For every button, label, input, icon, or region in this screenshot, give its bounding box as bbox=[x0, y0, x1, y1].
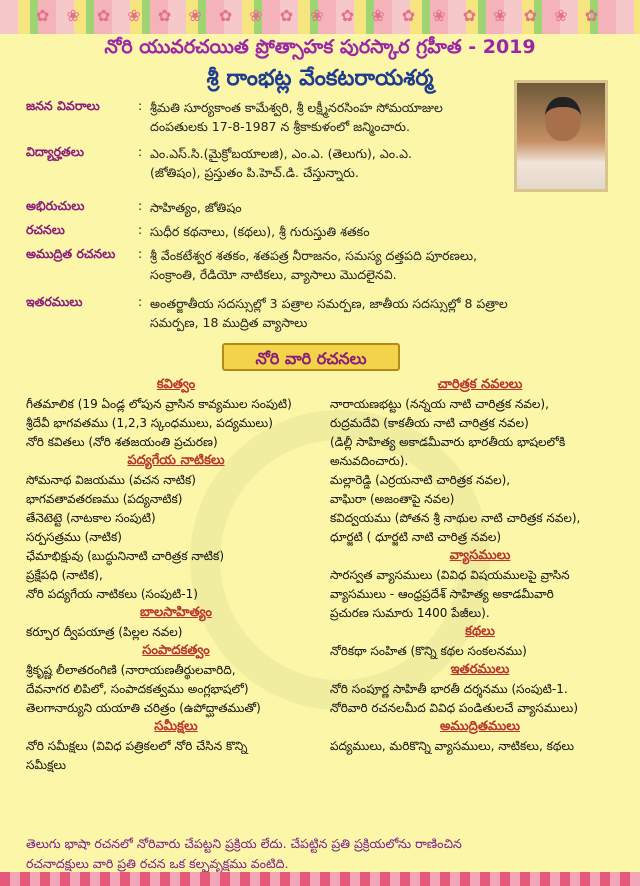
bio-value: శ్రీమతి సూర్యకాంత కామేశ్వరి, శ్రీ లక్ష్మీనరసింహ సోమయాజుల bbox=[150, 100, 443, 115]
work-item: సమీక్షలు bbox=[26, 758, 67, 772]
work-item: సారస్వత వ్యాసములు (వివిధ విషయములపై వ్రాసిన bbox=[330, 568, 570, 582]
work-item: భాగవతావతరణము (పద్యనాటిక) bbox=[26, 492, 183, 506]
bio-value: సాహిత్యం, జోతిషం bbox=[150, 200, 242, 215]
category-heading: వ్యాసములు bbox=[449, 548, 511, 563]
work-item: తేనెటెట్టె (నాటకాల సంపుటి) bbox=[26, 511, 156, 525]
work-item: పద్యములు, మరికొన్ని వ్యాసములు, నాటికలు, కథలు bbox=[330, 739, 574, 753]
work-item: వాఘిరా (అజంతాపై నవల) bbox=[330, 492, 455, 506]
work-item: నోరికథా సంహిత (కొన్ని కథల సంకలనము) bbox=[330, 644, 527, 658]
work-item: సోమనాథ విజయము (వచన నాటిక) bbox=[26, 473, 196, 487]
bio-value: సంక్రాంతి, రేడియో నాటికలు, వ్యాసాలు మొదలైనవి. bbox=[150, 267, 397, 282]
bio-value: దంపతులకు 17-8-1987 న శ్రీకాకుళంలో జన్మించారు. bbox=[150, 119, 410, 134]
works-left-column bbox=[26, 376, 326, 775]
work-item: (డిల్లీ సాహిత్య అకాడమీవారు భారతీయ భాషలలోకి bbox=[330, 435, 566, 449]
work-item: నోరి కవితలు (నోరి శతజయంతి ప్రచురణ) bbox=[26, 435, 218, 449]
awardee-photo bbox=[514, 80, 608, 192]
bio-value: సుధీర కథనాలు, (కథలు), శ్రీ గురుస్తుతి శతకం bbox=[150, 224, 370, 239]
work-item: మల్లారెడ్డి (ఎర్రయనాటి చారిత్రక నవల), bbox=[330, 473, 511, 487]
awardee-name: శ్రీ రాంభట్ల వేంకటరాయశర్మ bbox=[206, 66, 434, 91]
award-page: ✿ ❀ ✿ ❀ ✿ ❀ ✿ ❀ ✿ ❀ ✿ ❀ ✿ ❀ ✿ ❀ ✿ ❀ ✿ నోరి యువరచయిత ప్రోత్సాహక పురస్కార గ్రహీత - 2019 శ్రీ రాంభట్ల వేంకటరాయశర్మ జనన వివరాలు : శ్రీమతి సూర్యకాంత కామేశ్వరి, శ్రీ లక్ష్మీనరసింహ సోమయాజుల దంపతులకు 17-8-1987 న శ్రీకాకుళంలో జన్మించారు. విద్యార్హతలు : ఎం.ఎస్.సి.(మైక్రోబయాలజి), ఎం.ఎ. (తెలుగు), ఎం.ఎ. (జోతిషం), ప్రస్తుతం పి.హెచ్.డి. చేస్తున్నారు. అభిరుచులు : సాహిత్యం, జోతిషం రచనలు : సుధీర కథనాలు, (కథలు), శ్రీ గురుస్తుతి శతకం అముద్రిత రచనలు : శ్రీ వేంకటేశ్వర శతకం, శతపత్ర నీరాజనం, సమస్య దత్తపది పూరణలు, సంక్రాంతి, రేడియో నాటికలు, వ్యాసాలు మొదలైనవి. ఇతరములు : అంతర్జాతీయ సదస్సుల్లో 3 పత్రాల సమర్పణ, జాతీయ సదస్సుల్లో 8 పత్రాల సమర్పణ, 18 ముద్రిత వ్యాసాలు నోరి వారి రచనలు కవిత్వం గీతమాలిక (19 ఏండ్ల లోపున వ్రాసిన కావ్యముల సంపుటి) శ్రీదేవీ భాగవతము (1,2,3 స్కంధములు, పద్యములు) నోరి కవితలు (నోరి శతజయంతి ప్రచురణ) పద్యగేయ నాటికలు సోమనాథ విజయము (వచన నాటిక) భాగవతావతరణము (పద్యనాటిక) తేనెటెట్టె (నాటకాల సంపుటి) సర్పసత్రము (నాటిక) ఛేమాభిక్షువు (బుద్ధునినాటి చారిత్రక నాటిక) ప్రక్షేపధి (నాటిక), నోరి పద్యగేయ నాటికలు (సంపుటి-1) బాలసాహిత్యం కర్పూర ద్వీపయాత్ర (పిల్లల నవల) సంపాదకత్వం శ్రీకృష్ణ లీలాతరంగిణి (నారాయణతీర్థులవారిది, దేవనాగర లిపిలో, సంపాదకత్వము అంగ్లభాషలో) తెలగానార్యుని యయాతి చరిత్రం (ఉపోద్ఘాతముతో) సమీక్షలు నోరి సమీక్షలు (వివిధ పత్రికలలో నోరి చేసిన కొన్ని సమీక్షలు చారిత్రక నవలలు నారాయణభట్టు (నన్నయ నాటి చారిత్రక నవల), రుద్రమదేవి (కాకతీయ నాటి చారిత్రక నవల) (డిల్లీ సాహిత్య అకాడమీవారు భారతీయ భాషలలోకి అనువదించారు). మల్లారెడ్డి (ఎర్రయనాటి చారిత్రక నవల), వాఘిరా (అజంతాపై నవల) కవిద్వయము (పోతన శ్రీ నాథుల నాటి చారిత్రక నవల), ధూర్జటి ( ధూర్జటి నాటి చారిత్ర నవల) వ్యాసములు సారస్వత వ్యాసములు (వివిధ విషయములపై వ్రాసిన వ్యాసములు - ఆంధ్రప్రదేశ్ సాహిత్య అకాడమీవారి ప్రచురణ సుమారు 1400 పేజీలు). కథలు నోరికథా సంహిత (కొన్ని కథల సంకలనము) ఇతరములు నోరి సంపూర్ణ సాహితీ భారతీ దర్శనము (సంపుటి-1. నోరివారి రచనలమీద వివిధ పండితులచే వ్యాసములు) అముద్రితములు పద్యములు, మరికొన్ని వ్యాసములు, నాటికలు, కథలు తెలుగు భాషా రచనలో నోరివారు చేపట్టని ప్రక్రియ లేదు. చేపట్టిన ప్రతి ప్రక్రియలోను రాణించిన రచనాదక్షులు వారి ప్రతి రచన ఒక కల్పవృక్షము వంటిది. bbox=[0, 0, 640, 886]
category-heading: సంపాదకత్వం bbox=[142, 643, 210, 658]
bio-label: అభిరుచులు bbox=[26, 198, 85, 213]
bio-label: ఇతరములు bbox=[26, 294, 83, 309]
work-item: రుద్రమదేవి (కాకతీయ నాటి చారిత్రక నవల) bbox=[330, 416, 529, 430]
person-icon bbox=[545, 97, 581, 141]
work-item: నోరివారి రచనలమీద వివిధ పండితులచే వ్యాసములు) bbox=[330, 701, 579, 715]
category-heading: సమీక్షలు bbox=[154, 719, 198, 734]
work-item: కర్పూర ద్వీపయాత్ర (పిల్లల నవల) bbox=[26, 625, 183, 639]
bio-label: విద్యార్హతలు bbox=[26, 144, 84, 159]
bio-label: రచనలు bbox=[26, 222, 65, 237]
works-right-column bbox=[330, 376, 630, 756]
work-item: ప్రచురణ సుమారు 1400 పేజీలు). bbox=[330, 606, 490, 620]
bio-value: శ్రీ వేంకటేశ్వర శతకం, శతపత్ర నీరాజనం, సమస్య దత్తపది పూరణలు, bbox=[150, 248, 478, 263]
works-banner: నోరి వారి రచనలు bbox=[222, 343, 400, 371]
footer-note bbox=[26, 834, 626, 874]
work-item: కవిద్వయము (పోతన శ్రీ నాథుల నాటి చారిత్రక నవల), bbox=[330, 511, 581, 525]
category-heading: కథలు bbox=[465, 624, 495, 639]
award-title: నోరి యువరచయిత ప్రోత్సాహక పురస్కార గ్రహీత - 2019 bbox=[104, 36, 536, 58]
work-item: సర్పసత్రము (నాటిక) bbox=[26, 530, 122, 544]
work-item: ధూర్జటి ( ధూర్జటి నాటి చారిత్ర నవల) bbox=[330, 530, 502, 544]
bio-value: సమర్పణ, 18 ముద్రిత వ్యాసాలు bbox=[150, 315, 308, 330]
category-heading: కవిత్వం bbox=[156, 377, 196, 392]
work-item: శ్రీకృష్ణ లీలాతరంగిణి (నారాయణతీర్థులవారిది, bbox=[26, 663, 236, 677]
work-item: నోరి సమీక్షలు (వివిధ పత్రికలలో నోరి చేసిన కొన్ని bbox=[26, 739, 248, 753]
work-item: అనువదించారు). bbox=[330, 454, 409, 468]
work-item: నోరి సంపూర్ణ సాహితీ భారతీ దర్శనము (సంపుటి-1. bbox=[330, 682, 568, 696]
category-heading: బాలసాహిత్యం bbox=[140, 605, 212, 620]
bio-value: అంతర్జాతీయ సదస్సుల్లో 3 పత్రాల సమర్పణ, జాతీయ సదస్సుల్లో 8 పత్రాల bbox=[150, 296, 508, 311]
work-item: తెలగానార్యుని యయాతి చరిత్రం (ఉపోద్ఘాతముతో) bbox=[26, 701, 261, 715]
bio-value: ఎం.ఎస్.సి.(మైక్రోబయాలజి), ఎం.ఎ. (తెలుగు), ఎం.ఎ. bbox=[150, 146, 412, 161]
bio-label: అముద్రిత రచనలు bbox=[26, 246, 116, 261]
bio-label: జనన వివరాలు bbox=[26, 98, 100, 113]
work-item: ఛేమాభిక్షువు (బుద్ధునినాటి చారిత్రక నాటిక) bbox=[26, 549, 224, 563]
category-heading: ఇతరములు bbox=[450, 662, 510, 677]
work-item: నారాయణభట్టు (నన్నయ నాటి చారిత్రక నవల), bbox=[330, 397, 549, 411]
work-item: ప్రక్షేపధి (నాటిక), bbox=[26, 568, 103, 582]
flower-border-top: ✿ ❀ ✿ ❀ ✿ ❀ ✿ ❀ ✿ ❀ ✿ ❀ ✿ ❀ ✿ ❀ ✿ ❀ ✿ bbox=[0, 0, 640, 34]
category-heading: అముద్రితములు bbox=[440, 719, 520, 734]
work-item: గీతమాలిక (19 ఏండ్ల లోపున వ్రాసిన కావ్యముల సంపుటి) bbox=[26, 397, 292, 411]
work-item: శ్రీదేవీ భాగవతము (1,2,3 స్కంధములు, పద్యములు) bbox=[26, 416, 273, 430]
work-item: నోరి పద్యగేయ నాటికలు (సంపుటి-1) bbox=[26, 587, 198, 601]
category-heading: చారిత్రక నవలలు bbox=[437, 377, 523, 392]
footer-line: తెలుగు భాషా రచనలో నోరివారు చేపట్టని ప్రక్రియ లేదు. చేపట్టిన ప్రతి ప్రక్రియలోను రాణించిన bbox=[26, 836, 462, 851]
category-heading: పద్యగేయ నాటికలు bbox=[127, 453, 225, 468]
flower-border-bottom bbox=[0, 872, 640, 886]
work-item: దేవనాగర లిపిలో, సంపాదకత్వము అంగ్లభాషలో) bbox=[26, 682, 249, 696]
bio-value: (జోతిషం), ప్రస్తుతం పి.హెచ్.డి. చేస్తున్నారు. bbox=[150, 165, 359, 180]
footer-line: రచనాదక్షులు వారి ప్రతి రచన ఒక కల్పవృక్షము వంటిది. bbox=[26, 856, 289, 871]
work-item: వ్యాసములు - ఆంధ్రప్రదేశ్ సాహిత్య అకాడమీవారి bbox=[330, 587, 554, 601]
